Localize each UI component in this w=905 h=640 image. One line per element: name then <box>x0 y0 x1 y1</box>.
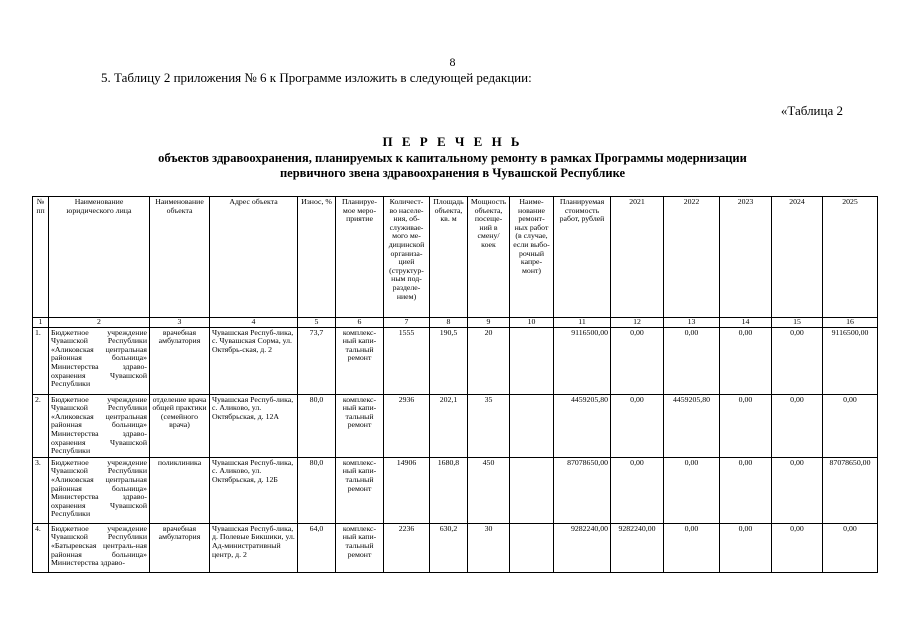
cost-2023: 0,00 <box>720 327 772 394</box>
cost-2025: 9116500,00 <box>823 327 878 394</box>
cost-2021: 0,00 <box>611 394 664 457</box>
cost-2022: 0,00 <box>664 523 720 572</box>
planned-cost: 9116500,00 <box>554 327 611 394</box>
column-number: 2 <box>49 318 150 328</box>
wear-percent: 80,0 <box>298 394 336 457</box>
column-number: 10 <box>510 318 554 328</box>
document-title: П Е Р Е Ч Е Н Ь <box>382 134 523 149</box>
table-row <box>33 327 878 394</box>
capacity: 450 <box>468 457 510 523</box>
table-row <box>33 394 878 457</box>
cost-2025: 0,00 <box>823 394 878 457</box>
subtitle-line-1: объектов здравоохранения, планируемых к капитальному ремонту в рамках Программы модернизации <box>158 151 747 165</box>
row-number: 1. <box>33 327 49 394</box>
table-row <box>33 523 878 572</box>
column-header: 2022 <box>664 197 720 318</box>
object-name: поликлиника <box>150 457 210 523</box>
document-subtitle <box>90 151 815 181</box>
column-header: 2023 <box>720 197 772 318</box>
planned-cost: 9282240,00 <box>554 523 611 572</box>
cost-2022: 4459205,80 <box>664 394 720 457</box>
column-number: 16 <box>823 318 878 328</box>
column-number: 9 <box>468 318 510 328</box>
column-header: Мощность объекта, посеще-ний в смену/ коек <box>468 197 510 318</box>
wear-percent: 80,0 <box>298 457 336 523</box>
legal-entity: Бюджетное учреждение Чувашской Республики «Аликовская центральная районная больница» Министерства здраво-охранения Чувашской Республики <box>49 327 150 394</box>
row-number: 2. <box>33 394 49 457</box>
column-header: 2025 <box>823 197 878 318</box>
repair-works <box>510 394 554 457</box>
object-address: Чувашская Респуб-лика, с. Аликово, ул. Октябрьская, д. 12Б <box>210 457 298 523</box>
column-header: Адрес объекта <box>210 197 298 318</box>
column-number: 7 <box>384 318 430 328</box>
column-number: 12 <box>611 318 664 328</box>
column-header: Площадь объекта, кв. м <box>430 197 468 318</box>
population: 2236 <box>384 523 430 572</box>
subtitle-line-2: первичного звена здравоохранения в Чувашской Республике <box>279 166 626 180</box>
page-number: 8 <box>449 55 456 69</box>
table-header-row <box>33 197 878 318</box>
objects-table <box>32 196 878 573</box>
column-number: 3 <box>150 318 210 328</box>
column-number: 14 <box>720 318 772 328</box>
row-number: 4. <box>33 523 49 572</box>
object-name: врачебная амбулатория <box>150 523 210 572</box>
column-number: 1 <box>33 318 49 328</box>
area: 202,1 <box>430 394 468 457</box>
cost-2024: 0,00 <box>772 457 823 523</box>
object-address: Чувашская Респуб-лика, д. Полевые Бикшики, ул. Ад-министративный центр, д. 2 <box>210 523 298 572</box>
cost-2023: 0,00 <box>720 523 772 572</box>
column-number: 15 <box>772 318 823 328</box>
cost-2025: 0,00 <box>823 523 878 572</box>
cost-2024: 0,00 <box>772 394 823 457</box>
column-header: Количест-во населе-ния, об-служивае-мого ме-дицинской организа-цией (структур-ным под-разделе-нием) <box>384 197 430 318</box>
table-reference: «Таблица 2 <box>780 103 843 118</box>
column-header: Наименование объекта <box>150 197 210 318</box>
cost-2021: 0,00 <box>611 327 664 394</box>
cost-2021: 0,00 <box>611 457 664 523</box>
object-address: Чувашская Респуб-лика, с. Чувашская Сорма, ул. Октябрь-ская, д. 2 <box>210 327 298 394</box>
planned-measure: комплекс-ный капи-тальный ремонт <box>336 327 384 394</box>
wear-percent: 64,0 <box>298 523 336 572</box>
cost-2023: 0,00 <box>720 457 772 523</box>
column-number: 8 <box>430 318 468 328</box>
capacity: 35 <box>468 394 510 457</box>
capacity: 20 <box>468 327 510 394</box>
planned-measure: комплекс-ный капи-тальный ремонт <box>336 394 384 457</box>
planned-measure: комплекс-ный капи-тальный ремонт <box>336 523 384 572</box>
repair-works <box>510 523 554 572</box>
table-row <box>33 457 878 523</box>
column-number: 11 <box>554 318 611 328</box>
population: 1555 <box>384 327 430 394</box>
area: 1680,8 <box>430 457 468 523</box>
population: 2936 <box>384 394 430 457</box>
cost-2024: 0,00 <box>772 327 823 394</box>
column-number-row <box>33 318 878 328</box>
population: 14906 <box>384 457 430 523</box>
column-number: 4 <box>210 318 298 328</box>
column-number: 13 <box>664 318 720 328</box>
cost-2025: 87078650,00 <box>823 457 878 523</box>
legal-entity: Бюджетное учреждение Чувашской Республики «Аликовская центральная районная больница» Министерства здраво-охранения Чувашской Республики <box>49 394 150 457</box>
area: 190,5 <box>430 327 468 394</box>
intro-text: 5. Таблицу 2 приложения № 6 к Программе изложить в следующей редакции: <box>101 70 532 85</box>
cost-2024: 0,00 <box>772 523 823 572</box>
capacity: 30 <box>468 523 510 572</box>
column-header: 2021 <box>611 197 664 318</box>
column-header: Износ, % <box>298 197 336 318</box>
repair-works <box>510 457 554 523</box>
cost-2022: 0,00 <box>664 457 720 523</box>
row-number: 3. <box>33 457 49 523</box>
object-address: Чувашская Респуб-лика, с. Аликово, ул. Октябрьская, д. 12А <box>210 394 298 457</box>
column-header: Наименование юридического лица <box>49 197 150 318</box>
column-header: Планируе-мое меро-приятие <box>336 197 384 318</box>
cost-2022: 0,00 <box>664 327 720 394</box>
legal-entity: Бюджетное учреждение Чувашской Республики «Аликовская центральная районная больница» Министерства здраво-охранения Чувашской Республики <box>49 457 150 523</box>
column-number: 6 <box>336 318 384 328</box>
object-name: врачебная амбулатория <box>150 327 210 394</box>
wear-percent: 73,7 <box>298 327 336 394</box>
legal-entity: Бюджетное учреждение Чувашской Республики «Батыревская централь-ная районная больница» Министерства здраво- <box>49 523 150 572</box>
column-header: Наиме-нование ремонт-ных работ (в случае, если выбо-рочный капре-монт) <box>510 197 554 318</box>
planned-measure: комплекс-ный капи-тальный ремонт <box>336 457 384 523</box>
object-name: отделение врача общей практики (семейного врача) <box>150 394 210 457</box>
planned-cost: 4459205,80 <box>554 394 611 457</box>
area: 630,2 <box>430 523 468 572</box>
column-header: № пп <box>33 197 49 318</box>
planned-cost: 87078650,00 <box>554 457 611 523</box>
column-header: 2024 <box>772 197 823 318</box>
repair-works <box>510 327 554 394</box>
column-number: 5 <box>298 318 336 328</box>
column-header: Планируемая стоимость работ, рублей <box>554 197 611 318</box>
cost-2021: 9282240,00 <box>611 523 664 572</box>
cost-2023: 0,00 <box>720 394 772 457</box>
